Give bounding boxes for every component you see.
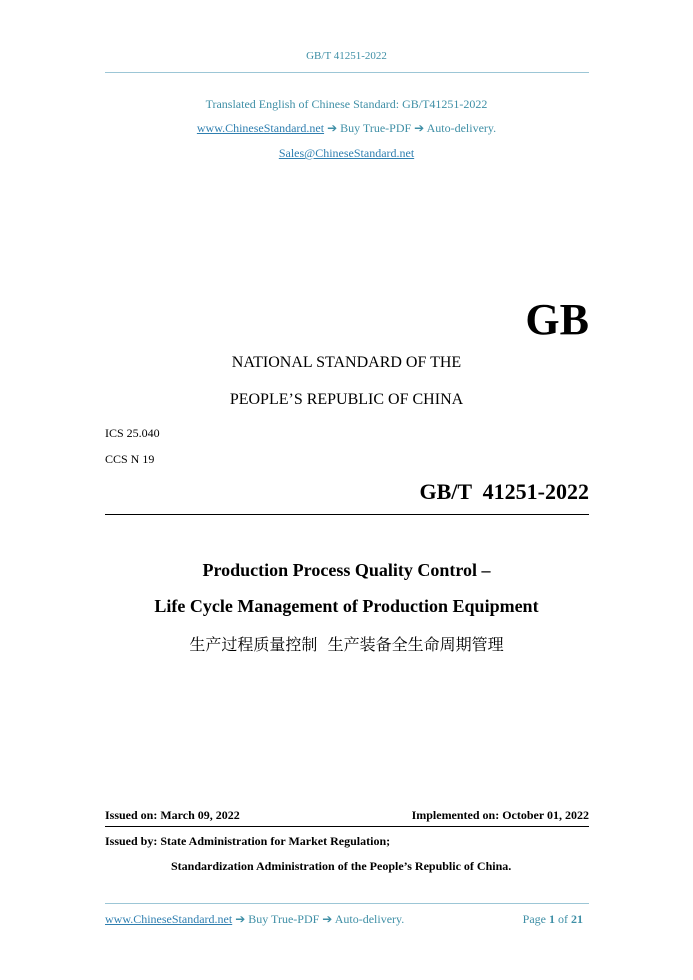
of-label: of: [558, 912, 568, 926]
national-standard-line1: NATIONAL STANDARD OF THE: [231, 354, 462, 371]
delivery-text: Auto-delivery.: [426, 121, 497, 135]
ccs-code: CCS N 19: [105, 452, 155, 466]
purchase-line: [0, 121, 693, 136]
issued-by: Issued by: State Administration for Market Regulation;: [105, 834, 391, 848]
title-chinese: 生产过程质量控制 生产装备全生命周期管理: [189, 635, 504, 654]
buy-text: Buy True-PDF: [340, 121, 412, 135]
running-header: GB/T 41251-2022: [306, 50, 387, 62]
issued-on: Issued on: March 09, 2022: [105, 808, 240, 822]
standard-number: GB/T 41251-2022: [419, 479, 589, 504]
footer-site-link[interactable]: www.ChineseStandard.net: [105, 912, 233, 926]
arrow-right-icon: ➔: [414, 121, 425, 135]
ics-code: ICS 25.040: [105, 426, 160, 440]
gb-logo: GB: [525, 295, 589, 344]
page-indicator: [523, 912, 583, 927]
standard-number-rule: [105, 514, 589, 515]
footer-purchase-line: [105, 912, 404, 927]
issue-rule: [105, 826, 589, 827]
footer-rule: [105, 903, 589, 904]
arrow-right-icon: ➔: [235, 912, 246, 926]
arrow-right-icon: ➔: [322, 912, 333, 926]
implemented-on: Implemented on: October 01, 2022: [411, 808, 589, 822]
header-rule: [105, 72, 589, 73]
email-link[interactable]: Sales@ChineseStandard.net: [278, 146, 415, 160]
arrow-right-icon: ➔: [327, 121, 338, 135]
page-label: Page: [522, 912, 546, 926]
title-line2: Life Cycle Management of Production Equipment: [154, 596, 539, 616]
national-standard-line2: PEOPLE’S REPUBLIC OF CHINA: [229, 391, 464, 408]
issued-by-2: Standardization Administration of the People’s Republic of China.: [171, 859, 512, 873]
translation-notice: Translated English of Chinese Standard: GB/T41251-2022: [205, 97, 488, 111]
page-number: 1: [549, 912, 555, 926]
site-link[interactable]: www.ChineseStandard.net: [196, 121, 325, 135]
footer-delivery-text: Auto-delivery.: [334, 912, 405, 926]
title-line1: Production Process Quality Control –: [202, 560, 491, 580]
email-line: [0, 146, 693, 161]
footer-buy-text: Buy True-PDF: [248, 912, 320, 926]
total-pages: 21: [571, 912, 583, 926]
